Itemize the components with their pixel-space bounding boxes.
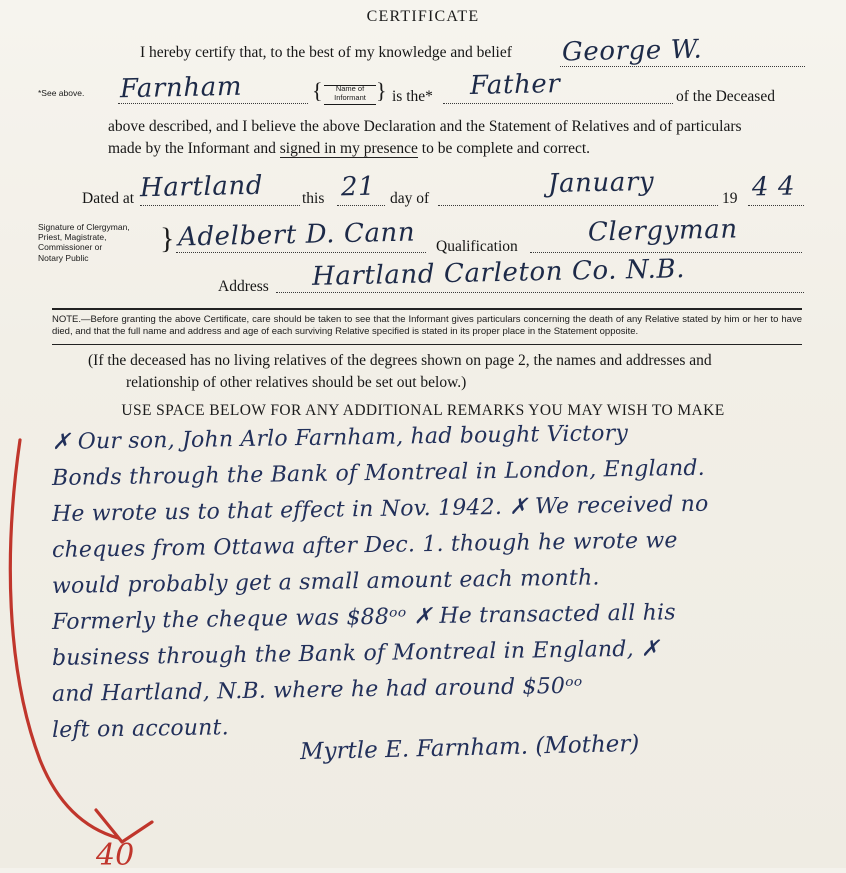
remark-line: ✗ Our son, John Arlo Farnham, had bought Victory — [51, 420, 629, 455]
year-prefix: 19 — [722, 190, 738, 207]
brace-label: Name of Informant — [334, 84, 366, 102]
remark-line: and Hartland, N.B. where he had around $50ᵒᵒ — [51, 673, 583, 707]
brace-right-icon: } — [376, 78, 387, 103]
address-rule — [276, 292, 804, 293]
relationship-value: Father — [469, 69, 561, 101]
body-line-2 — [108, 140, 590, 158]
remark-line: Formerly the cheque was $88ᵒᵒ ✗ He transacted all his — [51, 600, 676, 635]
clergy-signature-rule — [176, 252, 426, 253]
note-text: NOTE.—Before granting the above Certificate, care should be taken to see that the Informant gives particulars concerning the death of any Relative stated by him or her to have died, and that the full name and address and age of each surviving Relative specified is stated in its proper place in the Statement opposite. — [52, 314, 802, 337]
remark-line: He wrote us to that effect in Nov. 1942. ✗ We received no — [51, 491, 709, 527]
year-fill-rule — [748, 205, 804, 206]
clergy-signature-value: Adelbert D. Cann — [177, 217, 416, 253]
qualification-value: Clergyman — [587, 214, 738, 248]
qualification-label: Qualification — [436, 238, 518, 255]
place-value: Hartland — [139, 170, 264, 204]
signature-brace-icon: } — [160, 222, 175, 255]
page-title: CERTIFICATE — [366, 8, 480, 25]
body-line-2-pre: made by the Informant and — [108, 140, 280, 157]
month-fill-rule — [438, 205, 718, 206]
remarks-signature: Myrtle E. Farnham. (Mother) — [299, 730, 640, 766]
parenthetical-line-1: (If the deceased has no living relatives of the degrees shown on page 2, the names and addresses and — [88, 352, 712, 369]
address-label: Address — [218, 278, 269, 295]
parenthetical-line-2: relationship of other relatives should be set out below.) — [126, 374, 467, 391]
certify-intro-text: I hereby certify that, to the best of my knowledge and belief — [140, 44, 512, 61]
body-line-2-post: to be complete and correct. — [417, 140, 591, 157]
body-line-2-underlined: signed in my presence — [279, 140, 418, 157]
note-divider-bottom — [52, 344, 802, 345]
remark-line: business through the Bank of Montreal in England, ✗ — [51, 636, 660, 671]
remark-line: would probably get a small amount each month. — [51, 565, 600, 599]
of-the-deceased-text: of the Deceased — [676, 88, 775, 105]
qualification-rule — [530, 252, 802, 253]
month-value: January — [547, 166, 655, 200]
red-annotation-text: 40 — [96, 838, 135, 873]
informant-name-line2: Farnham — [119, 71, 243, 105]
remarks-block — [51, 420, 822, 756]
this-label: this — [302, 190, 325, 207]
signature-role-label: Signature of Clergyman, Priest, Magistrate, Commissioner or Notary Public — [38, 222, 130, 263]
remark-line: Bonds through the Bank of Montreal in London, England. — [51, 455, 706, 491]
see-above-note: *See above. — [38, 88, 85, 98]
dated-at-label: Dated at — [82, 190, 135, 207]
note-divider-top — [52, 308, 802, 310]
is-the-text: is the* — [392, 88, 433, 105]
remarks-heading: USE SPACE BELOW FOR ANY ADDITIONAL REMARKS YOU MAY WISH TO MAKE — [121, 402, 725, 419]
place-fill-rule — [140, 205, 300, 206]
day-fill-rule — [337, 205, 385, 206]
body-line-1: above described, and I believe the above Declaration and the Statement of Relatives and of particulars — [108, 118, 742, 135]
brace-left-icon: { — [312, 78, 323, 103]
day-number: 21 — [340, 171, 376, 203]
relationship-fill-rule — [443, 103, 673, 104]
day-of-label: day of — [390, 190, 430, 207]
remark-line: left on account. — [51, 715, 229, 743]
year-value: 4 4 — [751, 171, 796, 203]
address-value: Hartland Carleton Co. N.B. — [311, 254, 686, 292]
remark-line: cheques from Ottawa after Dec. 1. though he wrote we — [51, 528, 678, 563]
informant-name-line1: George W. — [561, 34, 703, 68]
